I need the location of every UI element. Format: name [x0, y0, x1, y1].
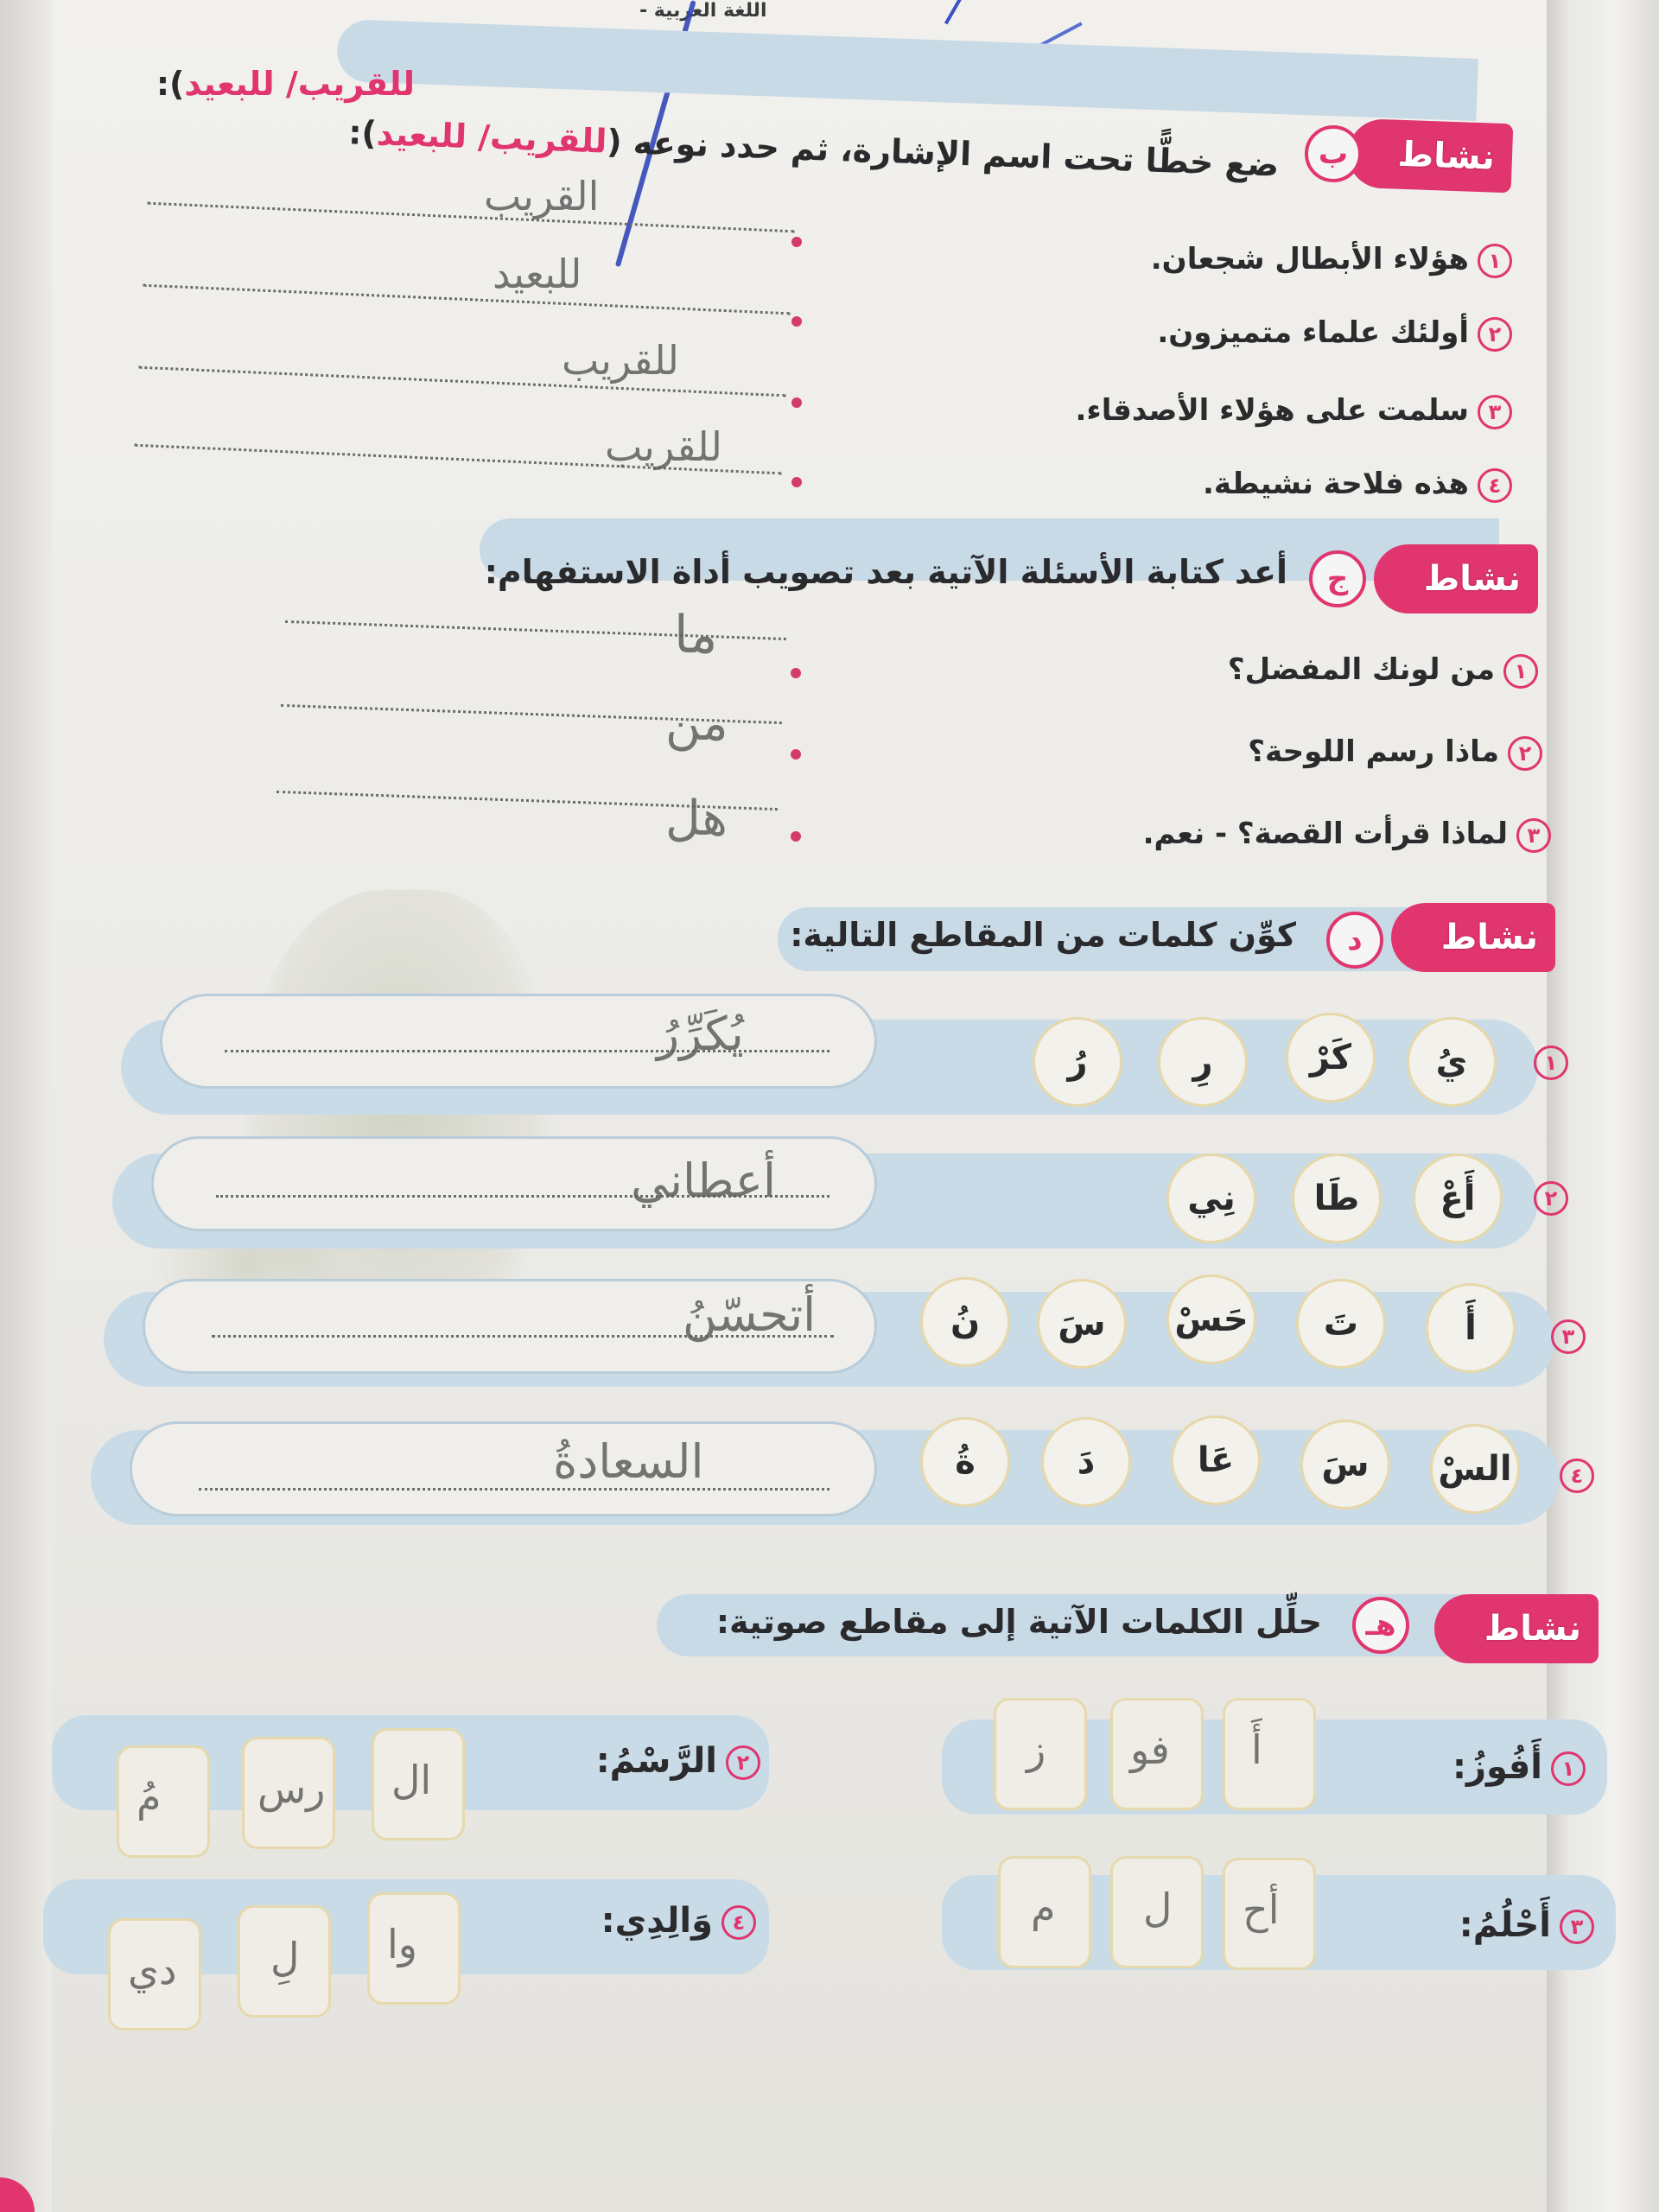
word-text: وَالِدِي:: [601, 1901, 713, 1941]
syllable-circle: تَ: [1296, 1279, 1386, 1369]
activity-b-item-2: [1157, 315, 1512, 352]
syllable-circle: نِي: [1166, 1154, 1256, 1243]
item-text: سلمت على هؤلاء الأصدقاء.: [1075, 393, 1469, 428]
handwritten-answer: م: [1031, 1885, 1056, 1931]
handwritten-answer: ال: [391, 1757, 432, 1803]
analysis-word-3: [1459, 1905, 1594, 1945]
item-number: ٣: [1516, 818, 1551, 853]
activity-b-title-tail: [156, 65, 415, 103]
item-number: ٣: [1551, 1319, 1586, 1354]
handwritten-answer: السعادةُ: [553, 1434, 704, 1489]
item-number: ٣: [1478, 395, 1512, 429]
title-end: ):: [347, 113, 378, 153]
activity-b-bar: [336, 19, 1478, 121]
title-end-top: ):: [156, 65, 185, 103]
activity-b-item-1: [1151, 242, 1512, 278]
answer-line[interactable]: [143, 284, 790, 315]
item-number: ٢: [1534, 1181, 1568, 1216]
answer-bullet: [791, 316, 802, 327]
handwritten-answer: للقريب: [562, 337, 679, 384]
row-number-1: [1525, 1044, 1568, 1080]
answer-bullet: [791, 668, 801, 678]
item-text: أولئك علماء متميزون.: [1157, 315, 1469, 350]
syllable-circle: سَ: [1300, 1420, 1390, 1510]
activity-d-letter: [1326, 912, 1383, 969]
handwritten-answer: مُ: [137, 1774, 162, 1821]
activity-e-title: حلِّل الكلمات الآتية إلى مقاطع صوتية:: [715, 1603, 1322, 1641]
badge-label: نشاط: [1423, 559, 1521, 599]
item-text: لماذا قرأت القصة؟ - نعم.: [1142, 817, 1508, 851]
syllable-slot[interactable]: [367, 1892, 461, 2005]
handwritten-answer: أَ: [1251, 1726, 1262, 1773]
handwritten-answer: فو: [1130, 1726, 1170, 1773]
answer-box-4[interactable]: [130, 1421, 877, 1516]
badge-label: نشاط: [1440, 918, 1538, 957]
item-number: ٢: [1508, 736, 1542, 771]
handwritten-answer: ما: [674, 605, 718, 665]
activity-c-letter: [1309, 550, 1366, 607]
activity-d-badge: [1391, 903, 1555, 972]
handwritten-answer: للقريب: [605, 423, 722, 470]
item-number: ١: [1503, 654, 1538, 689]
analysis-word-1: [1452, 1747, 1586, 1787]
subject-label: اللغة العربية -: [639, 0, 767, 22]
item-text: هذه فلاحة نشيطة.: [1202, 467, 1469, 501]
word-text: أَفُوزُ:: [1452, 1747, 1542, 1787]
syllable-slot[interactable]: [117, 1745, 210, 1858]
syllable-circle: رُ: [1033, 1017, 1122, 1107]
activity-c-item-1: [1228, 652, 1538, 689]
answer-line[interactable]: [138, 366, 785, 397]
activity-e-letter: [1352, 1597, 1409, 1654]
word-text: الرَّسْمُ:: [595, 1741, 717, 1781]
handwritten-answer: للبعيد: [493, 251, 582, 297]
answer-bullet: [791, 477, 802, 487]
answer-bullet: [791, 749, 801, 760]
handwritten-answer: من: [665, 696, 728, 752]
activity-c-title: أعد كتابة الأسئلة الآتية بعد تصويب أداة الاستفهام:: [484, 553, 1287, 591]
handwritten-answer: أعطاني: [631, 1154, 777, 1208]
syllable-circle: كَرْ: [1286, 1013, 1376, 1103]
handwritten-answer: أح: [1243, 1886, 1280, 1933]
syllable-slot[interactable]: [372, 1728, 465, 1840]
item-number: ١: [1534, 1046, 1568, 1080]
activity-b-badge: [1347, 118, 1514, 194]
activity-b-item-4: [1203, 467, 1512, 503]
syllable-slot[interactable]: [242, 1737, 335, 1849]
answer-line[interactable]: [147, 202, 794, 233]
activity-c-item-2: [1248, 734, 1542, 771]
answer-bullet: [791, 397, 802, 408]
title-highlight-top: للقريب/ للبعيد: [184, 65, 415, 103]
badge-label: نشاط: [1396, 134, 1496, 178]
syllable-slot[interactable]: [1110, 1856, 1204, 1968]
row-number-2: [1525, 1179, 1568, 1216]
badge-letter-text: ب: [1318, 137, 1349, 171]
syllable-circle: دَ: [1041, 1417, 1131, 1507]
answer-bullet: [791, 831, 801, 842]
syllable-circle: حَسْ: [1166, 1274, 1256, 1364]
activity-c-item-3: [1143, 817, 1551, 853]
item-number: ١: [1478, 244, 1512, 278]
syllable-slot[interactable]: [238, 1905, 331, 2018]
item-text: ماذا رسم اللوحة؟: [1248, 734, 1499, 769]
badge-letter-text: ج: [1326, 562, 1349, 596]
syllable-circle: ةُ: [920, 1417, 1010, 1507]
handwritten-answer: دي: [128, 1947, 177, 1993]
title-main: ضع خطًّا تحت اسم الإشارة، ثم حدد نوعه (: [606, 122, 1280, 184]
item-number: ٤: [721, 1905, 756, 1940]
handwritten-answer: ل: [1143, 1885, 1173, 1931]
answer-box-1[interactable]: [160, 994, 877, 1089]
answer-bullet: [791, 237, 802, 247]
activity-b-letter: [1305, 125, 1362, 182]
handwritten-answer: يُكَرِّرُ: [657, 1007, 744, 1061]
syllable-slot[interactable]: [108, 1918, 201, 2031]
activity-e-badge: [1434, 1594, 1599, 1663]
analysis-word-2: [596, 1741, 760, 1781]
handwritten-answer: وا: [387, 1921, 417, 1967]
row-number-4: [1551, 1457, 1594, 1493]
handwritten-answer: أتحسّنُ: [683, 1287, 817, 1342]
answer-dots: [199, 1488, 830, 1491]
item-number: ٤: [1478, 468, 1512, 503]
badge-letter-text: هـ: [1365, 1608, 1396, 1643]
syllable-circle: نُ: [920, 1277, 1010, 1367]
word-text: أَحْلُمُ:: [1459, 1905, 1551, 1945]
pen-mark-top: [944, 0, 995, 41]
handwritten-answer: القريب: [484, 173, 600, 219]
item-text: من لونك المفضل؟: [1227, 652, 1495, 687]
item-number: ٢: [726, 1745, 760, 1780]
syllable-circle: طَا: [1292, 1154, 1382, 1243]
item-number: ٣: [1560, 1910, 1594, 1944]
badge-label: نشاط: [1484, 1609, 1581, 1649]
syllable-slot[interactable]: [994, 1698, 1087, 1810]
syllable-circle: عَا: [1171, 1415, 1261, 1505]
analysis-word-4: [601, 1901, 756, 1941]
syllable-circle: يُ: [1407, 1017, 1497, 1107]
item-number: ٢: [1478, 317, 1512, 352]
syllable-slot[interactable]: [1223, 1858, 1316, 1970]
syllable-slot[interactable]: [1223, 1698, 1316, 1810]
handwritten-answer: هل: [665, 791, 728, 847]
subject-header: [639, 0, 766, 22]
syllable-circle: أَ: [1426, 1283, 1516, 1373]
title-highlight: للقريب/ للبعيد: [375, 114, 607, 161]
handwritten-answer: رس: [257, 1765, 326, 1812]
syllable-slot[interactable]: [1110, 1698, 1204, 1810]
syllable-slot[interactable]: [998, 1856, 1091, 1968]
activity-c-badge: [1374, 544, 1538, 613]
item-text: هؤلاء الأبطال شجعان.: [1150, 242, 1469, 276]
syllable-circle: رِ: [1158, 1017, 1248, 1107]
handwritten-answer: لِ: [270, 1934, 300, 1980]
badge-letter-text: د: [1347, 923, 1363, 957]
item-number: ٤: [1560, 1459, 1594, 1493]
syllable-circle: سَ: [1037, 1279, 1127, 1369]
activity-d-title: كوِّن كلمات من المقاطع التالية:: [790, 916, 1296, 954]
activity-b-item-3: [1076, 393, 1513, 429]
row-number-3: [1542, 1318, 1586, 1354]
handwritten-answer: ز: [1027, 1726, 1046, 1773]
page-shadow-left: [0, 0, 52, 2212]
syllable-circle: السْ: [1430, 1424, 1520, 1514]
syllable-circle: أَعْ: [1413, 1154, 1503, 1243]
item-number: ١: [1551, 1751, 1586, 1786]
